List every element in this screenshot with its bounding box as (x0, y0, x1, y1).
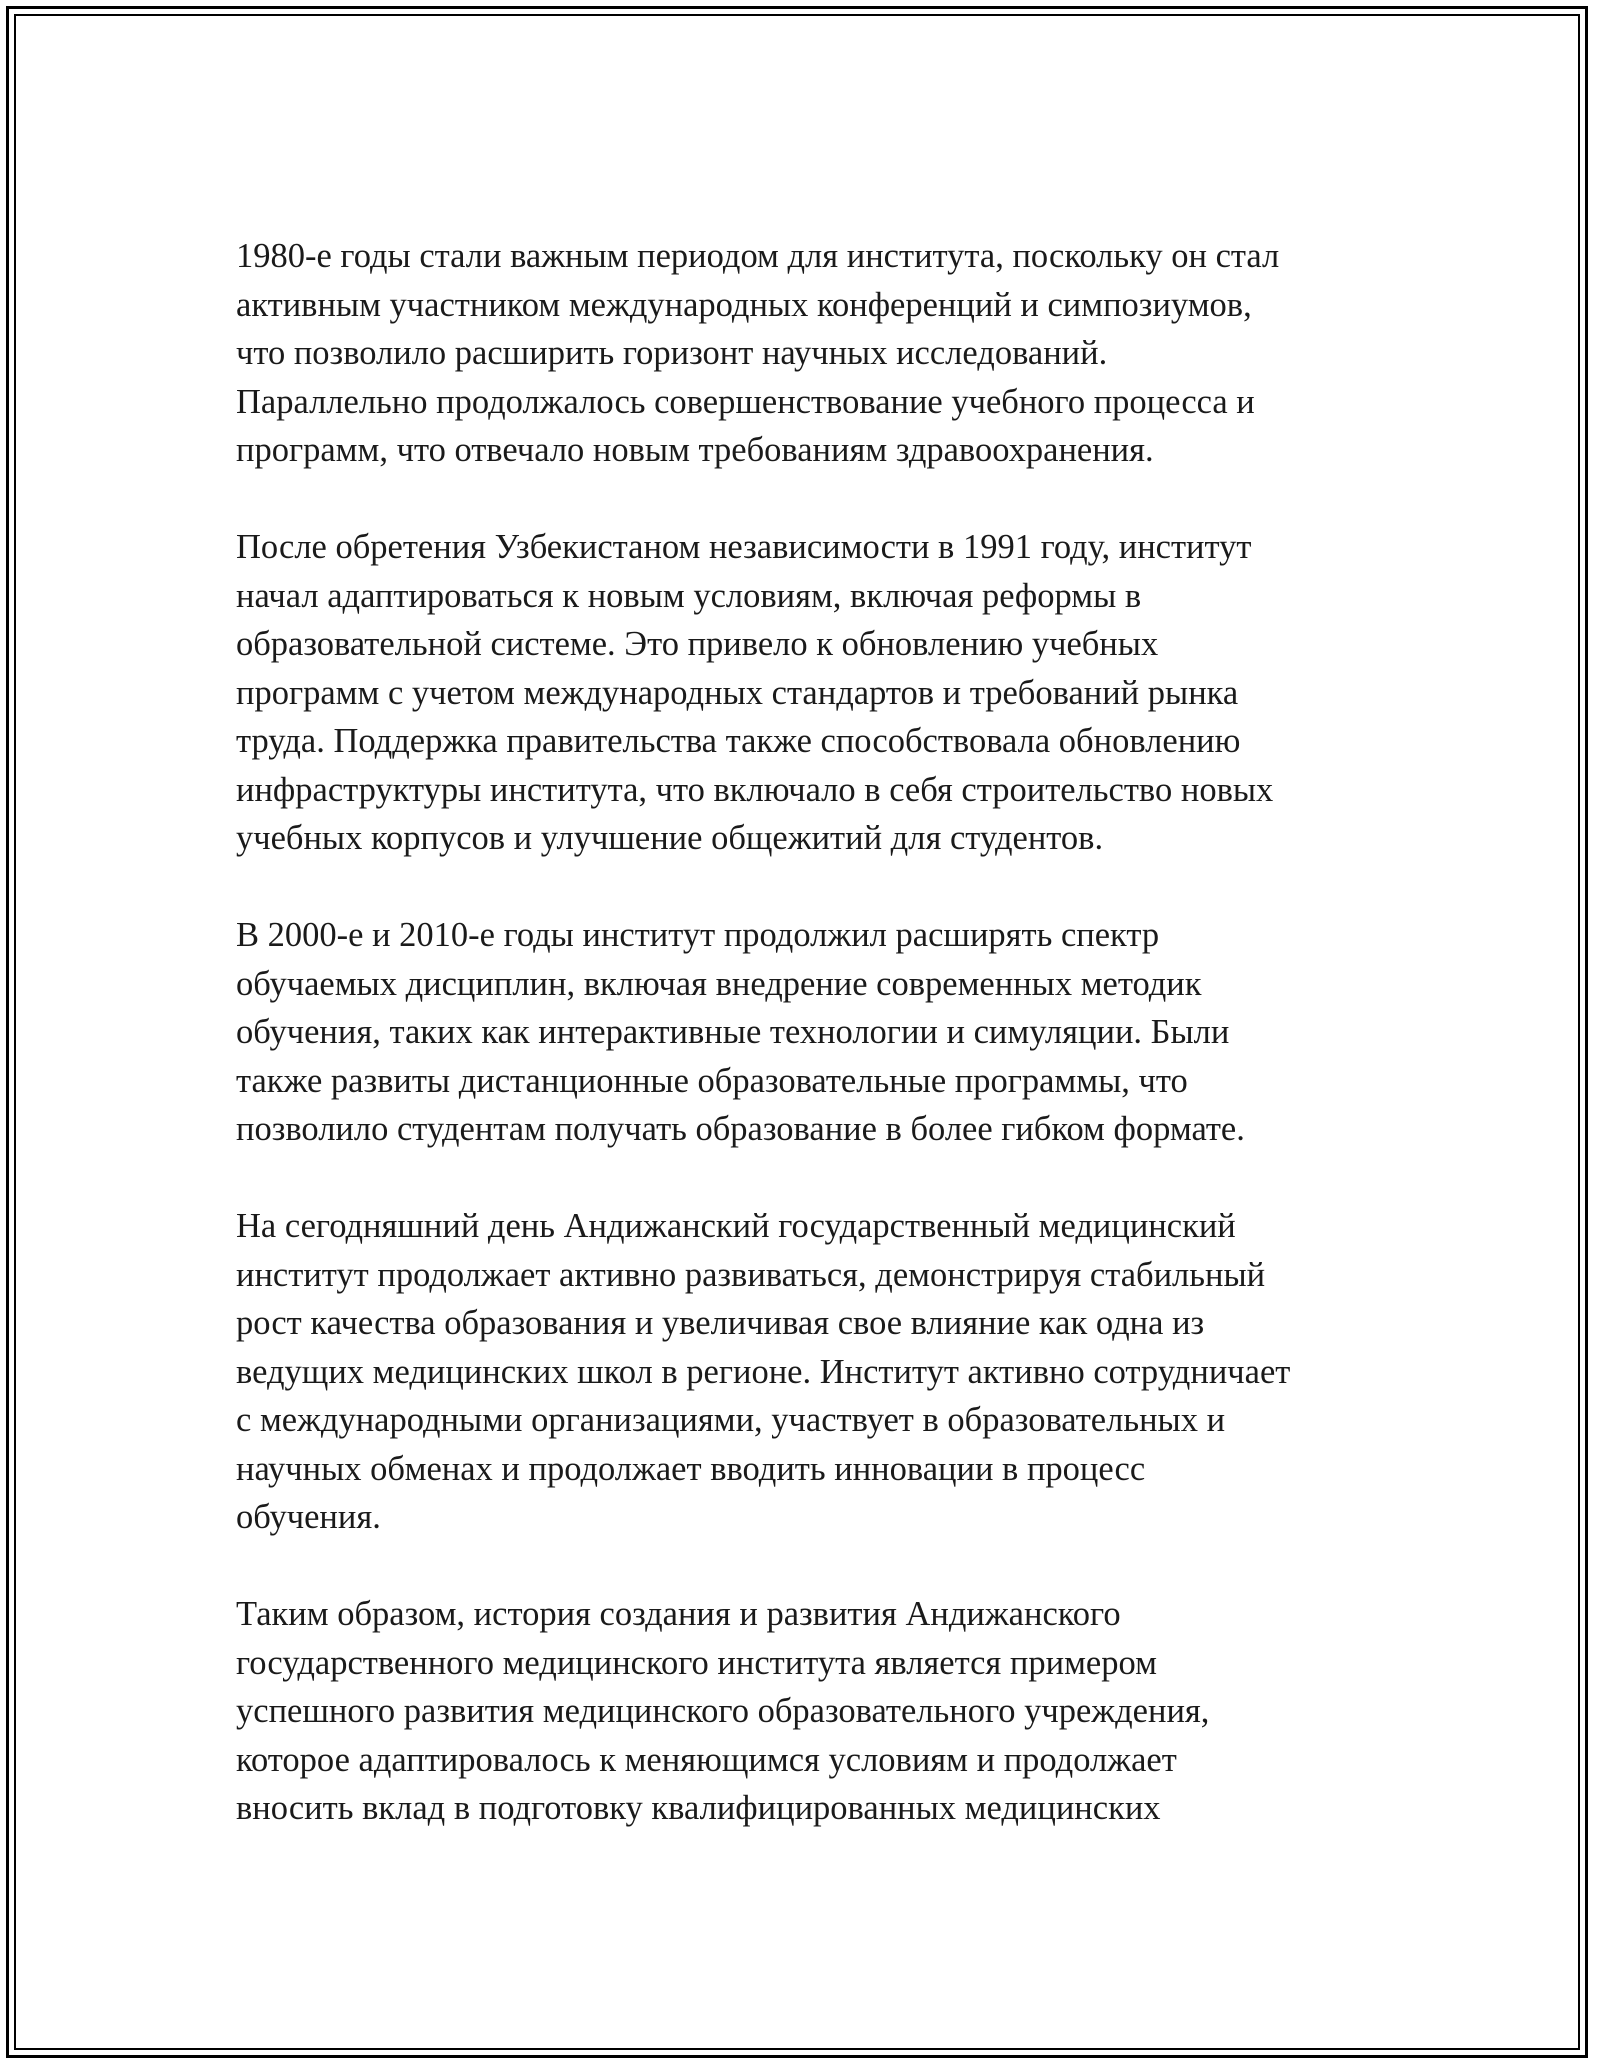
text-line: рост качества образования и увеличивая свое влияние как одна из (236, 1304, 1205, 1342)
text-line: обучаемых дисциплин, включая внедрение современных методик (236, 964, 1202, 1003)
text-line: обучения. (236, 1498, 381, 1536)
text-line: После обретения Узбекистаном независимости в 1991 году, институт (236, 528, 1252, 566)
text-line: учебных корпусов и улучшение общежитий для студентов. (236, 819, 1104, 857)
text-line: институт продолжает активно развиваться, демонстрируя стабильный (236, 1255, 1266, 1294)
text-line: В 2000-е и 2010-е годы институт продолжил расширять спектр (236, 916, 1160, 954)
text-line: активным участником международных конференций и симпозиумов, (236, 285, 1252, 324)
text-line: программ, что отвечало новым требованиям здравоохранения. (236, 431, 1154, 469)
text-line: Таким образом, история создания и развития Андижанского (236, 1595, 1121, 1633)
text-line: вносить вклад в подготовку квалифицированных медицинских (236, 1789, 1161, 1827)
text-line: программ с учетом международных стандартов и требований рынка (236, 673, 1239, 712)
text-line: На сегодняшний день Андижанский государственный медицинский (236, 1207, 1236, 1245)
text-line: образовательной системе. Это привело к обновлению учебных (236, 625, 1159, 663)
text-line: труда. Поддержка правительства также способствовала обновлению (236, 722, 1241, 760)
text-line: государственного медицинского института является примером (236, 1643, 1157, 1682)
text-line: успешного развития медицинского образовательного учреждения, (236, 1692, 1210, 1730)
text-line: позволило студентам получать образование в более гибком формате. (236, 1110, 1245, 1148)
text-line: инфраструктуры института, что включало в себя строительство новых (236, 770, 1274, 809)
paragraph-independence (236, 523, 1386, 863)
paragraph-today (236, 1202, 1386, 1542)
paragraph-2000s (236, 911, 1386, 1154)
text-line: 1980-е годы стали важным периодом для института, поскольку он стал (236, 237, 1280, 275)
document-body (236, 232, 1386, 1881)
text-line: начал адаптироваться к новым условиям, включая реформы в (236, 576, 1142, 615)
paragraph-conclusion (236, 1590, 1386, 1833)
paragraph-1980s (236, 232, 1386, 475)
text-line: с международными организациями, участвует в образовательных и (236, 1401, 1226, 1439)
text-line: также развиты дистанционные образовательные программы, что (236, 1061, 1188, 1100)
text-line: научных обменах и продолжает вводить инновации в процесс (236, 1449, 1146, 1488)
text-line: Параллельно продолжалось совершенствование учебного процесса и (236, 382, 1255, 421)
text-line: что позволило расширить горизонт научных исследований. (236, 334, 1108, 372)
text-line: обучения, таких как интерактивные технологии и симуляции. Были (236, 1013, 1230, 1051)
text-line: ведущих медицинских школ в регионе. Институт активно сотрудничает (236, 1352, 1291, 1391)
text-line: которое адаптировалось к меняющимся условиям и продолжает (236, 1740, 1177, 1779)
